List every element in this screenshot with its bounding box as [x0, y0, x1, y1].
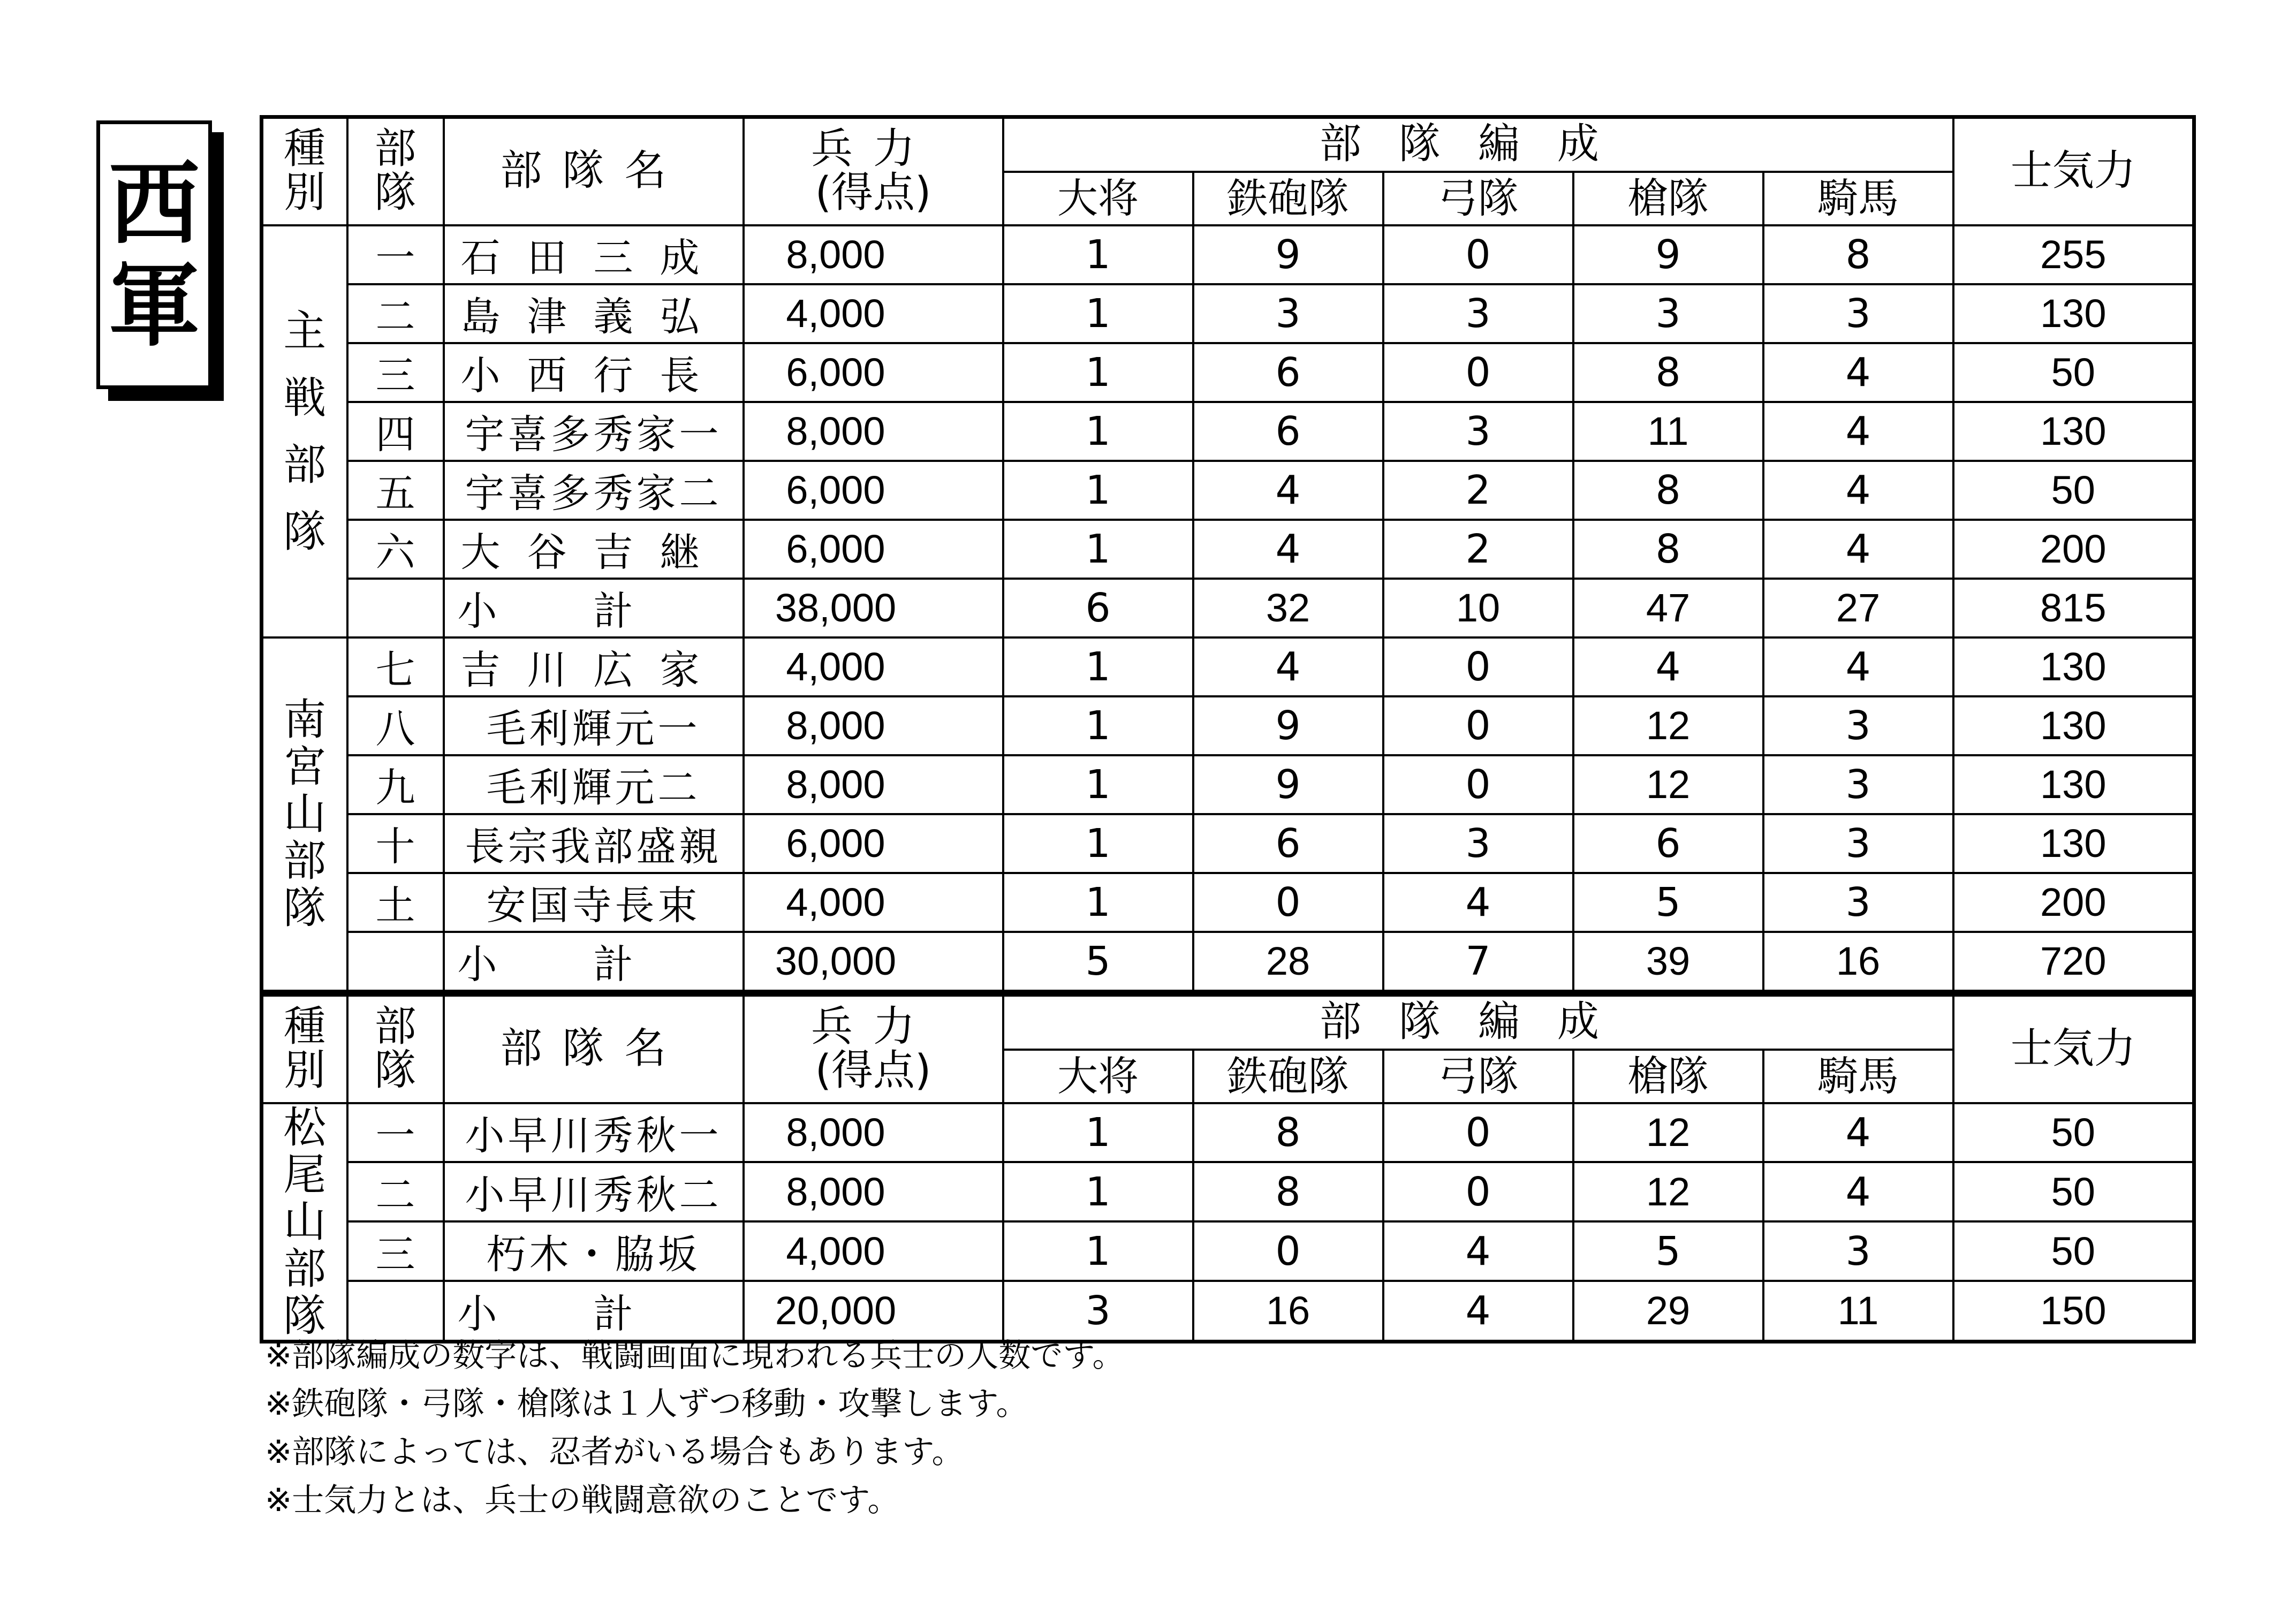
- strength-value: 6,000: [744, 520, 1003, 579]
- cavalry-count: 4: [1763, 402, 1953, 461]
- header-general: 大将: [1003, 1050, 1193, 1103]
- strength-value: 8,000: [744, 1162, 1003, 1221]
- group-label-char: 部: [283, 836, 327, 886]
- strength-value: 20,000: [744, 1281, 1003, 1341]
- strength-value: 4,000: [744, 873, 1003, 932]
- cavalry-count: 4: [1763, 461, 1953, 520]
- spear-count: 8: [1573, 343, 1763, 402]
- bow-count: 4: [1383, 1221, 1573, 1281]
- header-category: 種 別: [262, 117, 347, 225]
- spear-count: 5: [1573, 1221, 1763, 1281]
- gun-count: 0: [1193, 873, 1383, 932]
- footnotes: [265, 1332, 1124, 1524]
- unit-number: 二: [347, 1162, 444, 1221]
- group-label-char: 部: [283, 1243, 327, 1294]
- unit-number: 一: [347, 225, 444, 284]
- general-count: 1: [1003, 873, 1193, 932]
- spear-count: 12: [1573, 1162, 1763, 1221]
- gun-count: 9: [1193, 696, 1383, 755]
- unit-name: 吉川広家: [444, 637, 744, 696]
- gun-count: 6: [1193, 343, 1383, 402]
- table-row: [262, 402, 2194, 461]
- morale-value: 130: [1953, 755, 2194, 814]
- cavalry-count: 3: [1763, 284, 1953, 343]
- spear-count: 47: [1573, 579, 1763, 637]
- group-label-char: 尾: [283, 1149, 327, 1200]
- strength-value: 6,000: [744, 814, 1003, 873]
- morale-value: 200: [1953, 520, 2194, 579]
- unit-name: 宇喜多秀家一: [444, 402, 744, 461]
- unit-number: 三: [347, 1221, 444, 1281]
- unit-name: 大谷吉継: [444, 520, 744, 579]
- header-unit: 部 隊: [347, 117, 444, 225]
- morale-value: 50: [1953, 343, 2194, 402]
- spear-count: 3: [1573, 284, 1763, 343]
- table-row: [262, 284, 2194, 343]
- footnote: ※士気力とは、兵士の戦闘意欲のことです。: [265, 1482, 900, 1519]
- strength-value: 38,000: [744, 579, 1003, 637]
- unit-number: 三: [347, 343, 444, 402]
- spear-count: 5: [1573, 873, 1763, 932]
- unit-number: 九: [347, 755, 444, 814]
- strength-value: 8,000: [744, 1103, 1003, 1163]
- header-name: 部隊名: [444, 117, 744, 225]
- spear-count: 39: [1573, 932, 1763, 992]
- general-count: 1: [1003, 1221, 1193, 1281]
- gun-count: 8: [1193, 1162, 1383, 1221]
- unit-number: 四: [347, 402, 444, 461]
- table-row: [262, 637, 2194, 696]
- strength-value: 4,000: [744, 1221, 1003, 1281]
- gun-count: 4: [1193, 520, 1383, 579]
- general-count: 1: [1003, 696, 1193, 755]
- bow-count: 4: [1383, 1281, 1573, 1341]
- group-label-char: 隊: [283, 1290, 327, 1341]
- unit-number: 七: [347, 637, 444, 696]
- cavalry-count: 3: [1763, 873, 1953, 932]
- subtotal-label: 小計: [444, 932, 744, 992]
- bow-count: 0: [1383, 1103, 1573, 1163]
- spear-count: 12: [1573, 755, 1763, 814]
- group-label: [262, 637, 347, 992]
- header-spear: 槍隊: [1573, 172, 1763, 225]
- header-strength: 兵力 (得点): [744, 995, 1003, 1103]
- strength-value: 6,000: [744, 343, 1003, 402]
- west-army-main-table: [260, 115, 2196, 993]
- table-row: [262, 814, 2194, 873]
- header-cavalry: 騎馬: [1763, 172, 1953, 225]
- bow-count: 3: [1383, 284, 1573, 343]
- strength-value: 8,000: [744, 755, 1003, 814]
- spear-count: 29: [1573, 1281, 1763, 1341]
- table-row: [262, 873, 2194, 932]
- general-count: 1: [1003, 637, 1193, 696]
- bow-count: 7: [1383, 932, 1573, 992]
- morale-value: 50: [1953, 1221, 2194, 1281]
- gun-count: 4: [1193, 461, 1383, 520]
- army-title: [96, 120, 212, 389]
- footnote: ※部隊編成の数字は、戦闘画面に現われる兵士の人数です。: [265, 1337, 1125, 1375]
- bow-count: 0: [1383, 1162, 1573, 1221]
- spear-count: 6: [1573, 814, 1763, 873]
- unit-number: 五: [347, 461, 444, 520]
- spear-count: 12: [1573, 1103, 1763, 1163]
- cavalry-count: 8: [1763, 225, 1953, 284]
- spear-count: 11: [1573, 402, 1763, 461]
- morale-value: 150: [1953, 1281, 2194, 1341]
- table-row: [262, 696, 2194, 755]
- header-cavalry: 騎馬: [1763, 1050, 1953, 1103]
- unit-name: 安国寺長束: [444, 873, 744, 932]
- bow-count: 3: [1383, 814, 1573, 873]
- bow-count: 4: [1383, 873, 1573, 932]
- subtotal-row: [262, 932, 2194, 992]
- spear-count: 8: [1573, 520, 1763, 579]
- morale-value: 255: [1953, 225, 2194, 284]
- footnote: ※鉄砲隊・弓隊・槍隊は１人ずつ移動・攻撃します。: [265, 1385, 1028, 1423]
- table-row: [262, 755, 2194, 814]
- unit-name: 小早川秀秋二: [444, 1162, 744, 1221]
- gun-count: 6: [1193, 402, 1383, 461]
- cavalry-count: 4: [1763, 520, 1953, 579]
- header-bow: 弓隊: [1383, 172, 1573, 225]
- table-body: [262, 1103, 2194, 1342]
- unit-name: 小早川秀秋一: [444, 1103, 744, 1163]
- general-count: 1: [1003, 402, 1193, 461]
- strength-value: 8,000: [744, 402, 1003, 461]
- header-category: 種 別: [262, 995, 347, 1103]
- table-row: [262, 343, 2194, 402]
- strength-value: 30,000: [744, 932, 1003, 992]
- subtotal-row: [262, 579, 2194, 637]
- west-army-matsuo-table: [260, 993, 2196, 1343]
- bow-count: 2: [1383, 520, 1573, 579]
- group-label-char: 主: [283, 306, 327, 356]
- gun-count: 0: [1193, 1221, 1383, 1281]
- bow-count: 0: [1383, 225, 1573, 284]
- cavalry-count: 11: [1763, 1281, 1953, 1341]
- general-count: 3: [1003, 1281, 1193, 1341]
- header-formation: 部隊編成: [1003, 995, 1953, 1050]
- bow-count: 10: [1383, 579, 1573, 637]
- group-label-char: 部: [283, 439, 327, 490]
- cavalry-count: 3: [1763, 814, 1953, 873]
- group-label-char: 松: [283, 1103, 327, 1152]
- bow-count: 0: [1383, 343, 1573, 402]
- header-morale: 士気力: [1953, 117, 2194, 225]
- strength-value: 4,000: [744, 284, 1003, 343]
- general-count: 1: [1003, 343, 1193, 402]
- group-label-char: 南: [283, 694, 327, 745]
- header-gun: 鉄砲隊: [1193, 1050, 1383, 1103]
- gun-count: 3: [1193, 284, 1383, 343]
- strength-value: 8,000: [744, 225, 1003, 284]
- unit-name: 長宗我部盛親: [444, 814, 744, 873]
- table-row: [262, 1162, 2194, 1221]
- table-row: [262, 1103, 2194, 1163]
- group-label-char: 隊: [283, 883, 327, 933]
- morale-value: 130: [1953, 284, 2194, 343]
- unit-name: 朽木・脇坂: [444, 1221, 744, 1281]
- spear-count: 12: [1573, 696, 1763, 755]
- gun-count: 32: [1193, 579, 1383, 637]
- bow-count: 0: [1383, 696, 1573, 755]
- morale-value: 130: [1953, 402, 2194, 461]
- bow-count: 0: [1383, 755, 1573, 814]
- general-count: 1: [1003, 814, 1193, 873]
- army-title-char: 西: [108, 150, 200, 257]
- unit-number: [347, 579, 444, 637]
- strength-value: 8,000: [744, 696, 1003, 755]
- group-label-char: 戦: [283, 373, 327, 423]
- army-title-char: 軍: [108, 252, 200, 359]
- morale-value: 130: [1953, 637, 2194, 696]
- header-unit: 部 隊: [347, 995, 444, 1103]
- morale-value: 50: [1953, 1103, 2194, 1163]
- table-body: [262, 225, 2194, 992]
- strength-value: 6,000: [744, 461, 1003, 520]
- header-gun: 鉄砲隊: [1193, 172, 1383, 225]
- morale-value: 720: [1953, 932, 2194, 992]
- gun-count: 9: [1193, 225, 1383, 284]
- general-count: 6: [1003, 579, 1193, 637]
- bow-count: 0: [1383, 637, 1573, 696]
- morale-value: 50: [1953, 461, 2194, 520]
- group-label: [262, 1103, 347, 1342]
- unit-number: 八: [347, 696, 444, 755]
- unit-number: 土: [347, 873, 444, 932]
- table-row: [262, 225, 2194, 284]
- strength-value: 4,000: [744, 637, 1003, 696]
- footnote: ※部隊によっては、忍者がいる場合もあります。: [265, 1433, 964, 1471]
- group-label-char: 山: [283, 1196, 327, 1247]
- general-count: 1: [1003, 755, 1193, 814]
- group-label-char: 隊: [283, 506, 327, 557]
- unit-name: 宇喜多秀家二: [444, 461, 744, 520]
- header-strength: 兵力 (得点): [744, 117, 1003, 225]
- subtotal-label: 小計: [444, 1281, 744, 1341]
- general-count: 1: [1003, 520, 1193, 579]
- gun-count: 4: [1193, 637, 1383, 696]
- table-row: [262, 1221, 2194, 1281]
- cavalry-count: 4: [1763, 1162, 1953, 1221]
- unit-name: 毛利輝元一: [444, 696, 744, 755]
- general-count: 1: [1003, 225, 1193, 284]
- cavalry-count: 4: [1763, 1103, 1953, 1163]
- general-count: 1: [1003, 1103, 1193, 1163]
- gun-count: 16: [1193, 1281, 1383, 1341]
- cavalry-count: 3: [1763, 696, 1953, 755]
- header-morale: 士気力: [1953, 995, 2194, 1103]
- group-label: [262, 225, 347, 637]
- unit-number: 六: [347, 520, 444, 579]
- subtotal-label: 小計: [444, 579, 744, 637]
- bow-count: 3: [1383, 402, 1573, 461]
- morale-value: 50: [1953, 1162, 2194, 1221]
- cavalry-count: 3: [1763, 755, 1953, 814]
- general-count: 1: [1003, 284, 1193, 343]
- cavalry-count: 4: [1763, 637, 1953, 696]
- header-row: [262, 117, 2194, 172]
- general-count: 1: [1003, 1162, 1193, 1221]
- morale-value: 130: [1953, 814, 2194, 873]
- spear-count: 8: [1573, 461, 1763, 520]
- bow-count: 2: [1383, 461, 1573, 520]
- header-general: 大将: [1003, 172, 1193, 225]
- morale-value: 130: [1953, 696, 2194, 755]
- unit-name: 島津義弘: [444, 284, 744, 343]
- gun-count: 9: [1193, 755, 1383, 814]
- spear-count: 9: [1573, 225, 1763, 284]
- header-formation: 部隊編成: [1003, 117, 1953, 172]
- table-row: [262, 520, 2194, 579]
- general-count: 1: [1003, 461, 1193, 520]
- unit-name: 毛利輝元二: [444, 755, 744, 814]
- morale-value: 200: [1953, 873, 2194, 932]
- group-label-char: 宮: [283, 741, 327, 792]
- morale-value: 815: [1953, 579, 2194, 637]
- unit-name: 石田三成: [444, 225, 744, 284]
- table-row: [262, 461, 2194, 520]
- gun-count: 28: [1193, 932, 1383, 992]
- header-bow: 弓隊: [1383, 1050, 1573, 1103]
- unit-name: 小西行長: [444, 343, 744, 402]
- spear-count: 4: [1573, 637, 1763, 696]
- cavalry-count: 3: [1763, 1221, 1953, 1281]
- header-row: [262, 995, 2194, 1050]
- cavalry-count: 27: [1763, 579, 1953, 637]
- unit-number: [347, 932, 444, 992]
- cavalry-count: 4: [1763, 343, 1953, 402]
- general-count: 5: [1003, 932, 1193, 992]
- gun-count: 6: [1193, 814, 1383, 873]
- header-name: 部隊名: [444, 995, 744, 1103]
- unit-number: 一: [347, 1103, 444, 1163]
- cavalry-count: 16: [1763, 932, 1953, 992]
- header-spear: 槍隊: [1573, 1050, 1763, 1103]
- gun-count: 8: [1193, 1103, 1383, 1163]
- unit-number: 十: [347, 814, 444, 873]
- unit-number: 二: [347, 284, 444, 343]
- group-label-char: 山: [283, 788, 327, 839]
